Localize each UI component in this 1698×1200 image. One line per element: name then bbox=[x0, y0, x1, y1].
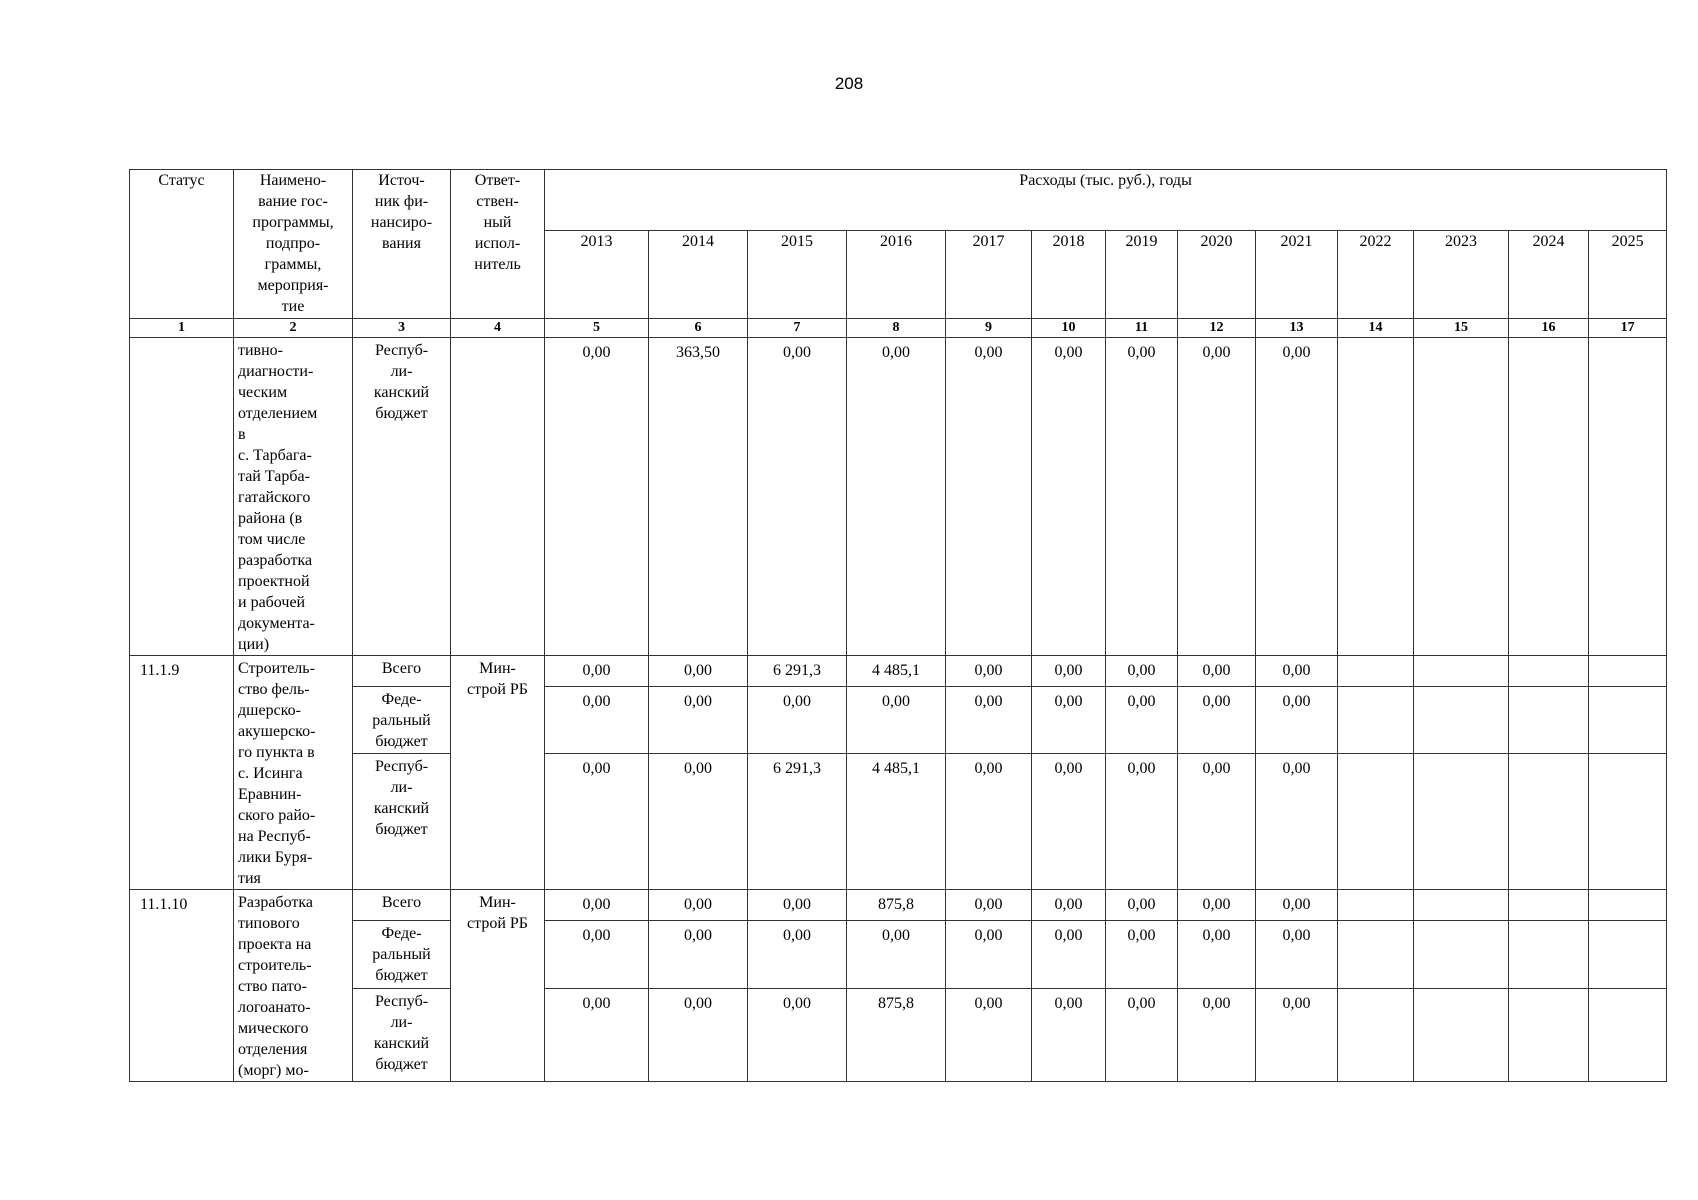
expense-value-2019: 0,00 bbox=[1106, 338, 1178, 656]
expense-value-2016: 0,00 bbox=[847, 338, 946, 656]
column-number: 17 bbox=[1589, 319, 1667, 338]
expense-value-2019: 0,00 bbox=[1106, 890, 1178, 921]
expense-value-2021: 0,00 bbox=[1256, 687, 1338, 754]
status-cell: 11.1.9 bbox=[130, 656, 234, 890]
expense-value-2017: 0,00 bbox=[946, 687, 1032, 754]
expense-value-2020: 0,00 bbox=[1178, 890, 1256, 921]
expense-value-2014: 0,00 bbox=[649, 754, 748, 890]
expense-value-2019: 0,00 bbox=[1106, 687, 1178, 754]
measure-name-cell: тивно- диагности- ческим отделением в с. Тарбага- тай Тарба- гатайского района (в том числе разработка проектной и рабочей документа- ции) bbox=[234, 338, 353, 656]
expense-value-2013: 0,00 bbox=[545, 338, 649, 656]
funding-source-cell: Респуб- ли- канский бюджет bbox=[353, 338, 451, 656]
expense-value-2015: 0,00 bbox=[748, 988, 847, 1081]
expense-value-2025 bbox=[1589, 754, 1667, 890]
expense-value-2013: 0,00 bbox=[545, 754, 649, 890]
expense-value-2022 bbox=[1338, 890, 1414, 921]
expense-value-2015: 6 291,3 bbox=[748, 656, 847, 687]
expenses-table bbox=[129, 169, 1667, 1082]
header-expenses: Расходы (тыс. руб.), годы bbox=[545, 170, 1667, 231]
expense-value-2023 bbox=[1414, 656, 1509, 687]
expense-value-2023 bbox=[1414, 988, 1509, 1081]
table-row bbox=[130, 687, 1667, 754]
funding-source-cell: Респуб- ли- канский бюджет bbox=[353, 988, 451, 1081]
expense-value-2024 bbox=[1509, 656, 1589, 687]
expense-value-2018: 0,00 bbox=[1032, 921, 1106, 988]
year-header-2019: 2019 bbox=[1106, 231, 1178, 319]
expense-value-2021: 0,00 bbox=[1256, 921, 1338, 988]
expense-value-2018: 0,00 bbox=[1032, 988, 1106, 1081]
expense-value-2019: 0,00 bbox=[1106, 754, 1178, 890]
status-cell: 11.1.10 bbox=[130, 890, 234, 1082]
expense-value-2014: 0,00 bbox=[649, 656, 748, 687]
expense-value-2025 bbox=[1589, 988, 1667, 1081]
expense-value-2013: 0,00 bbox=[545, 656, 649, 687]
expense-value-2024 bbox=[1509, 754, 1589, 890]
table-row bbox=[130, 338, 1667, 656]
header-status: Статус bbox=[130, 170, 234, 319]
expense-value-2021: 0,00 bbox=[1256, 988, 1338, 1081]
expense-value-2020: 0,00 bbox=[1178, 988, 1256, 1081]
year-header-2024: 2024 bbox=[1509, 231, 1589, 319]
expense-value-2016: 0,00 bbox=[847, 687, 946, 754]
expense-value-2022 bbox=[1338, 988, 1414, 1081]
expense-value-2024 bbox=[1509, 921, 1589, 988]
expense-value-2016: 4 485,1 bbox=[847, 754, 946, 890]
column-number: 4 bbox=[451, 319, 545, 338]
table-row bbox=[130, 754, 1667, 890]
column-number: 13 bbox=[1256, 319, 1338, 338]
expense-value-2022 bbox=[1338, 338, 1414, 656]
table-row bbox=[130, 656, 1667, 687]
header-source: Источ- ник фи- нансиро- вания bbox=[353, 170, 451, 319]
expense-value-2024 bbox=[1509, 338, 1589, 656]
column-numbers-row bbox=[130, 319, 1667, 338]
executor-cell: Мин- строй РБ bbox=[451, 656, 545, 890]
expense-value-2018: 0,00 bbox=[1032, 656, 1106, 687]
funding-source-cell: Всего bbox=[353, 890, 451, 921]
year-header-2014: 2014 bbox=[649, 231, 748, 319]
expense-value-2014: 0,00 bbox=[649, 890, 748, 921]
expense-value-2020: 0,00 bbox=[1178, 656, 1256, 687]
expense-value-2015: 6 291,3 bbox=[748, 754, 847, 890]
expense-value-2019: 0,00 bbox=[1106, 988, 1178, 1081]
expense-value-2025 bbox=[1589, 338, 1667, 656]
expense-value-2015: 0,00 bbox=[748, 338, 847, 656]
expense-value-2017: 0,00 bbox=[946, 988, 1032, 1081]
expense-value-2019: 0,00 bbox=[1106, 656, 1178, 687]
column-number: 10 bbox=[1032, 319, 1106, 338]
expense-value-2016: 875,8 bbox=[847, 890, 946, 921]
expense-value-2015: 0,00 bbox=[748, 921, 847, 988]
column-number: 16 bbox=[1509, 319, 1589, 338]
expense-value-2020: 0,00 bbox=[1178, 687, 1256, 754]
funding-source-cell: Респуб- ли- канский бюджет bbox=[353, 754, 451, 890]
expense-value-2024 bbox=[1509, 988, 1589, 1081]
column-number: 5 bbox=[545, 319, 649, 338]
expense-value-2015: 0,00 bbox=[748, 890, 847, 921]
expense-value-2020: 0,00 bbox=[1178, 921, 1256, 988]
column-number: 3 bbox=[353, 319, 451, 338]
expense-value-2025 bbox=[1589, 921, 1667, 988]
expense-value-2022 bbox=[1338, 754, 1414, 890]
expense-value-2022 bbox=[1338, 921, 1414, 988]
column-number: 6 bbox=[649, 319, 748, 338]
expense-value-2017: 0,00 bbox=[946, 890, 1032, 921]
expense-value-2017: 0,00 bbox=[946, 921, 1032, 988]
expense-value-2023 bbox=[1414, 921, 1509, 988]
expense-value-2016: 875,8 bbox=[847, 988, 946, 1081]
header-executor: Ответ- ствен- ный испол- нитель bbox=[451, 170, 545, 319]
expense-value-2018: 0,00 bbox=[1032, 890, 1106, 921]
year-header-2022: 2022 bbox=[1338, 231, 1414, 319]
expense-value-2025 bbox=[1589, 890, 1667, 921]
year-header-2023: 2023 bbox=[1414, 231, 1509, 319]
expense-value-2018: 0,00 bbox=[1032, 754, 1106, 890]
expense-value-2014: 363,50 bbox=[649, 338, 748, 656]
expense-value-2017: 0,00 bbox=[946, 338, 1032, 656]
table-row bbox=[130, 890, 1667, 921]
funding-source-cell: Всего bbox=[353, 656, 451, 687]
year-header-2018: 2018 bbox=[1032, 231, 1106, 319]
table-row bbox=[130, 921, 1667, 988]
column-number: 12 bbox=[1178, 319, 1256, 338]
expense-value-2024 bbox=[1509, 687, 1589, 754]
year-header-2021: 2021 bbox=[1256, 231, 1338, 319]
year-header-2017: 2017 bbox=[946, 231, 1032, 319]
column-number: 1 bbox=[130, 319, 234, 338]
column-number: 11 bbox=[1106, 319, 1178, 338]
expense-value-2013: 0,00 bbox=[545, 988, 649, 1081]
expense-value-2020: 0,00 bbox=[1178, 754, 1256, 890]
column-number: 14 bbox=[1338, 319, 1414, 338]
measure-name-cell: Строитель- ство фель- дшерско- акушерско- го пункта в с. Исинга Еравнин- ского райо- на Респуб- лики Буря- тия bbox=[234, 656, 353, 890]
column-number: 15 bbox=[1414, 319, 1509, 338]
expense-value-2018: 0,00 bbox=[1032, 687, 1106, 754]
expense-value-2023 bbox=[1414, 687, 1509, 754]
year-header-2025: 2025 bbox=[1589, 231, 1667, 319]
expense-value-2013: 0,00 bbox=[545, 890, 649, 921]
expense-value-2016: 0,00 bbox=[847, 921, 946, 988]
expense-value-2017: 0,00 bbox=[946, 656, 1032, 687]
column-number: 2 bbox=[234, 319, 353, 338]
column-number: 7 bbox=[748, 319, 847, 338]
funding-source-cell: Феде- ральный бюджет bbox=[353, 687, 451, 754]
expense-value-2023 bbox=[1414, 754, 1509, 890]
year-header-2015: 2015 bbox=[748, 231, 847, 319]
year-header-2020: 2020 bbox=[1178, 231, 1256, 319]
expense-value-2021: 0,00 bbox=[1256, 656, 1338, 687]
expense-value-2018: 0,00 bbox=[1032, 338, 1106, 656]
expense-value-2016: 4 485,1 bbox=[847, 656, 946, 687]
expense-value-2025 bbox=[1589, 656, 1667, 687]
expense-value-2025 bbox=[1589, 687, 1667, 754]
column-number: 9 bbox=[946, 319, 1032, 338]
header-row-1 bbox=[130, 170, 1667, 231]
year-header-2013: 2013 bbox=[545, 231, 649, 319]
expense-value-2021: 0,00 bbox=[1256, 338, 1338, 656]
expense-value-2014: 0,00 bbox=[649, 988, 748, 1081]
column-number: 8 bbox=[847, 319, 946, 338]
measure-name-cell: Разработка типового проекта на строитель- ство пато- логоанато- мического отделения (морг) мо- bbox=[234, 890, 353, 1082]
expense-value-2015: 0,00 bbox=[748, 687, 847, 754]
expense-value-2021: 0,00 bbox=[1256, 890, 1338, 921]
executor-cell bbox=[451, 338, 545, 656]
expense-value-2020: 0,00 bbox=[1178, 338, 1256, 656]
expense-value-2023 bbox=[1414, 338, 1509, 656]
expense-value-2014: 0,00 bbox=[649, 921, 748, 988]
expense-value-2019: 0,00 bbox=[1106, 921, 1178, 988]
expense-value-2022 bbox=[1338, 687, 1414, 754]
expense-value-2021: 0,00 bbox=[1256, 754, 1338, 890]
header-name: Наимено- вание гос- программы, подпро- граммы, мероприя- тие bbox=[234, 170, 353, 319]
page-number: 208 bbox=[834, 74, 864, 93]
expense-value-2023 bbox=[1414, 890, 1509, 921]
expense-value-2024 bbox=[1509, 890, 1589, 921]
expense-value-2017: 0,00 bbox=[946, 754, 1032, 890]
expense-value-2013: 0,00 bbox=[545, 921, 649, 988]
table-row bbox=[130, 988, 1667, 1081]
expense-value-2013: 0,00 bbox=[545, 687, 649, 754]
expense-value-2014: 0,00 bbox=[649, 687, 748, 754]
status-cell bbox=[130, 338, 234, 656]
expense-value-2022 bbox=[1338, 656, 1414, 687]
year-header-2016: 2016 bbox=[847, 231, 946, 319]
funding-source-cell: Феде- ральный бюджет bbox=[353, 921, 451, 988]
executor-cell: Мин- строй РБ bbox=[451, 890, 545, 1082]
